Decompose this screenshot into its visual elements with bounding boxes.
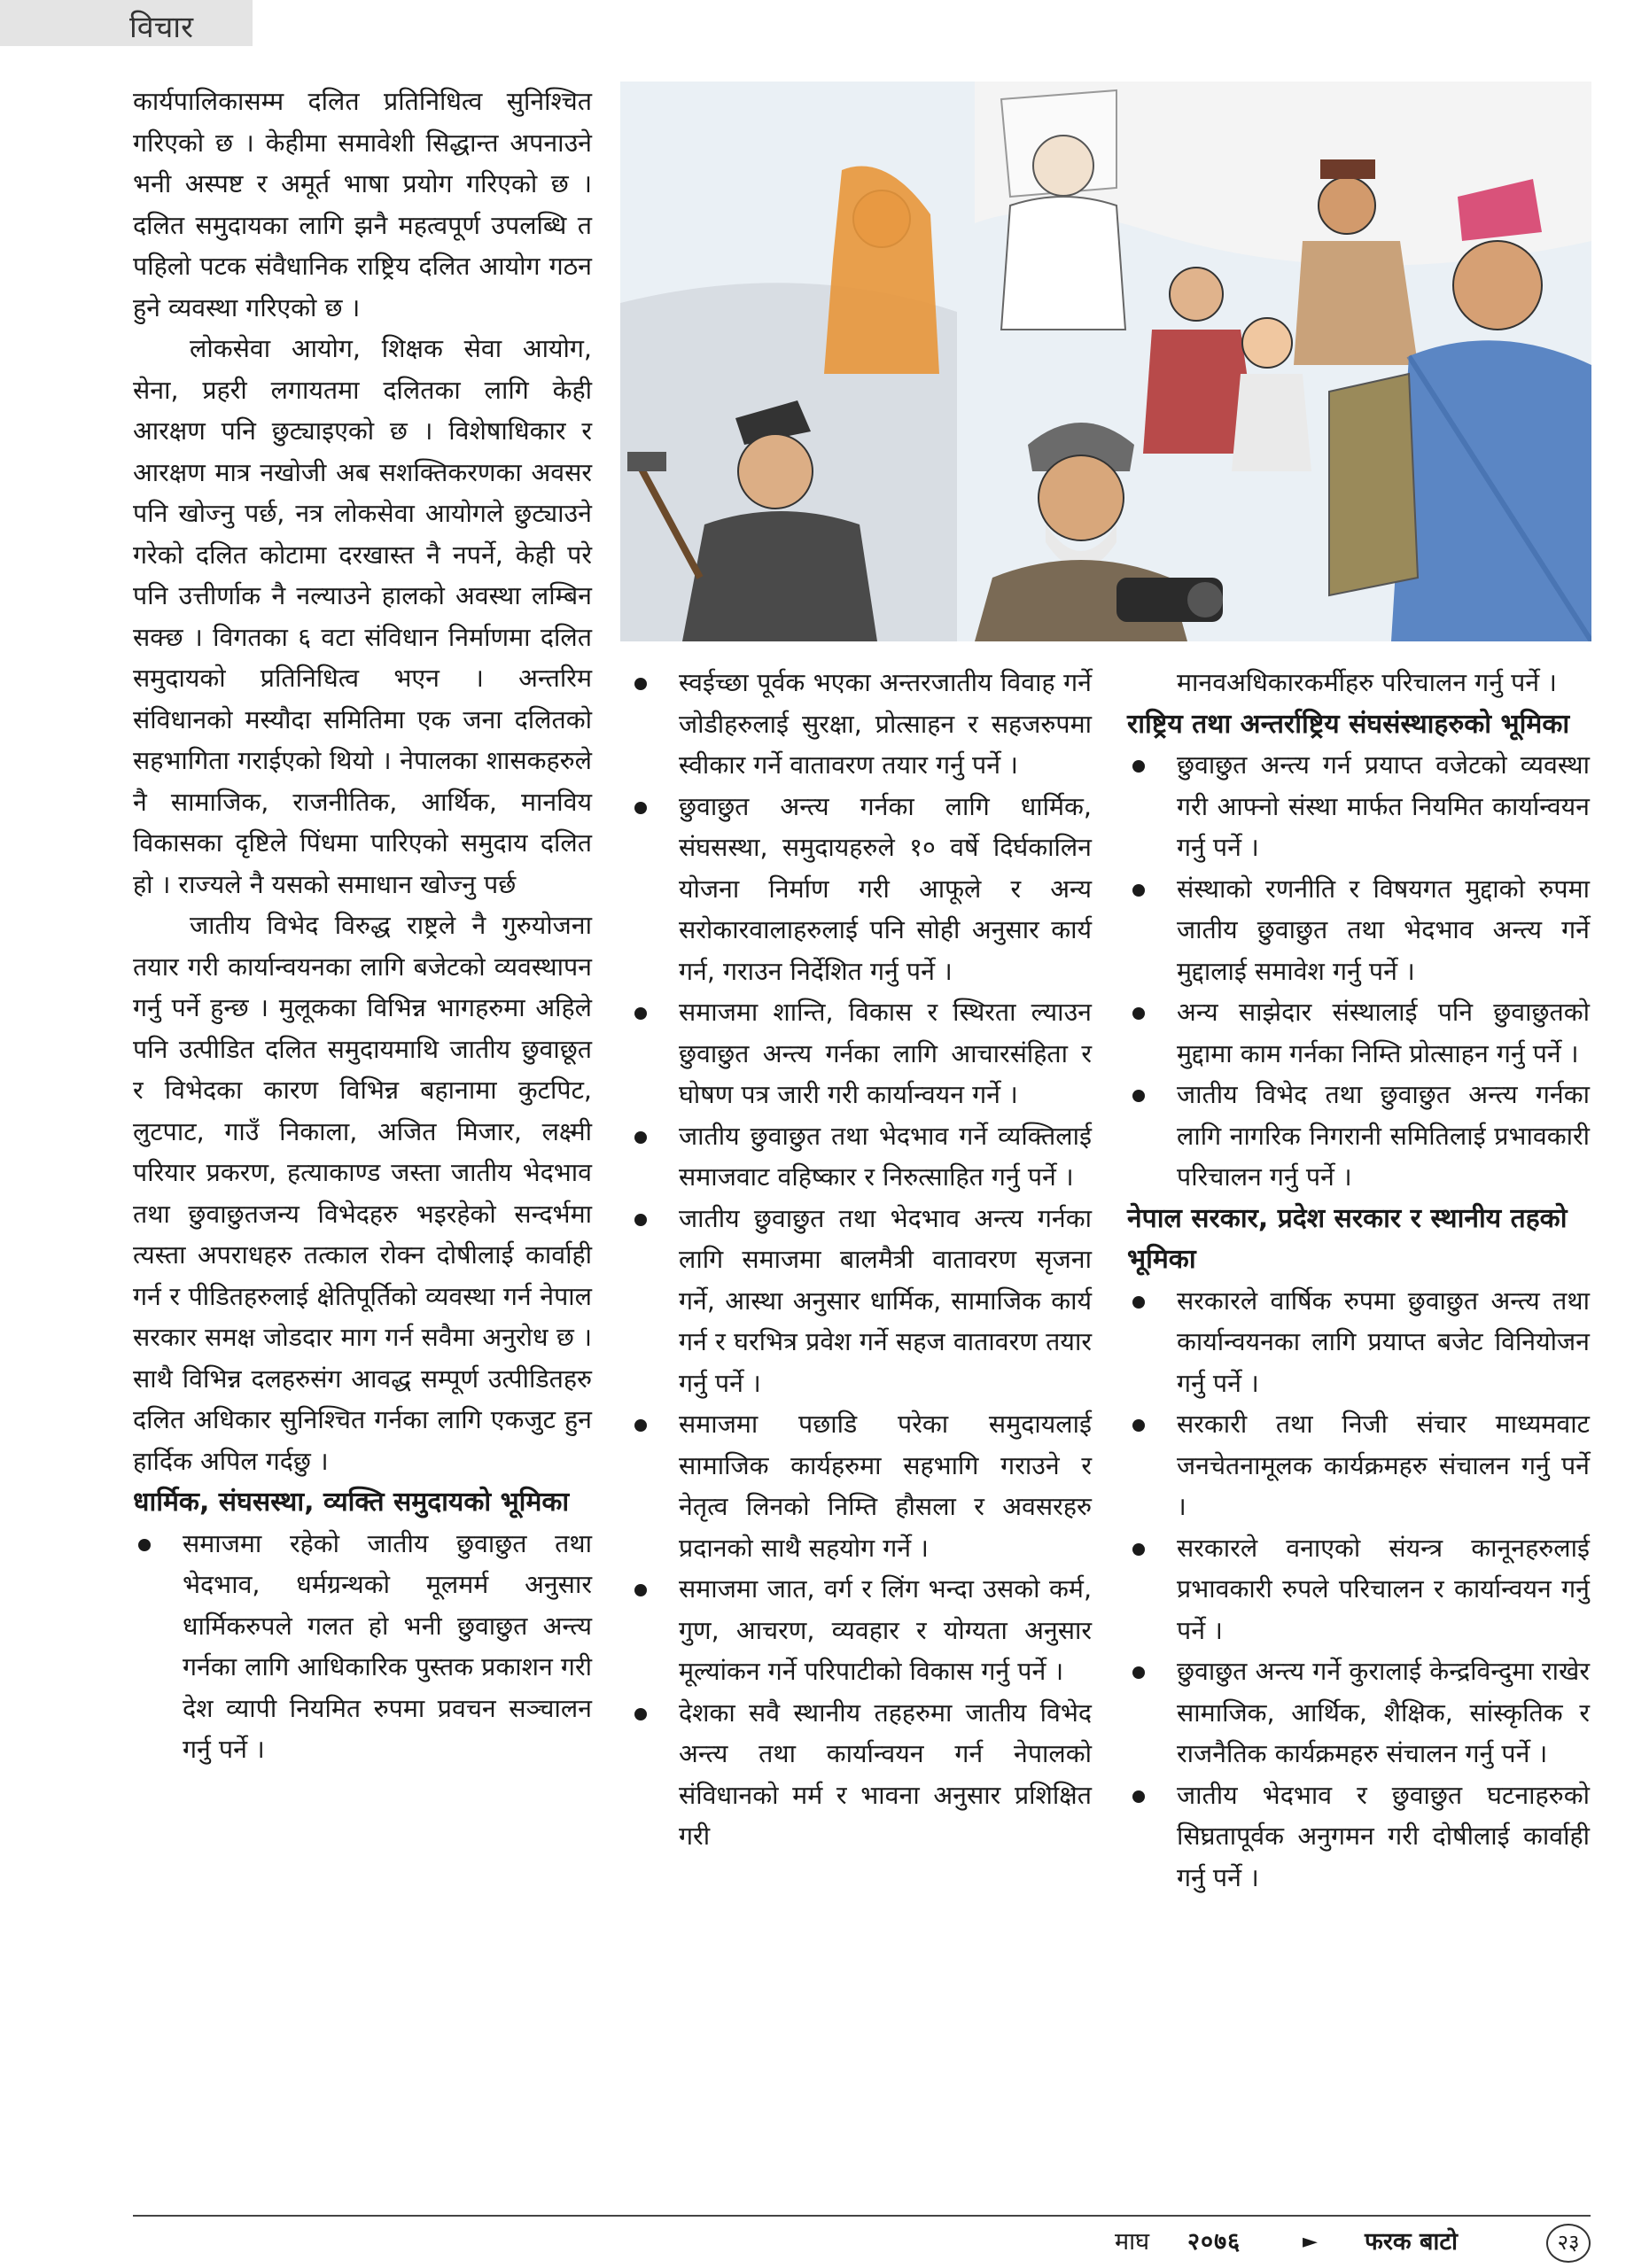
- footer-divider: [133, 2215, 1591, 2217]
- footer-arrow-icon: ►: [1303, 2231, 1318, 2253]
- col3-heading-international: राष्ट्रिय तथा अन्तर्राष्ट्रिय संघसंस्थाहरुको भूमिका: [1127, 708, 1570, 740]
- list-item: संस्थाको रणनीति र विषयगत मुद्दाको रुपमा जातीय छुवाछुत तथा भेदभाव अन्त्य गर्ने मुद्दालाई समावेश गर्नु पर्ने ।: [1127, 869, 1590, 993]
- list-item: स्वईच्छा पूर्वक भएका अन्तरजातीय विवाह गर्ने जोडीहरुलाई सुरक्षा, प्रोत्साहन र सहजरुपमा स्वीकार गर्ने वातावरण तयार गर्नु पर्ने ।: [629, 663, 1092, 787]
- list-item: देशका सवै स्थानीय तहहरुमा जातीय विभेद अन्त्य तथा कार्यान्वयन गर्न नेपालको संविधानको मर्म र भावना अनुसार प्रशिक्षित गरी: [629, 1693, 1092, 1858]
- list-item: छुवाछुत अन्त्य गर्न प्रयाप्त वजेटको व्यवस्था गरी आफ्नो संस्था मार्फत नियमित कार्यान्वयन गर्नु पर्ने ।: [1127, 745, 1590, 869]
- list-item: सरकारले वनाएको संयन्त्र कानूनहरुलाई प्रभावकारी रुपले परिचालन र कार्यान्वयन गर्नु पर्ने ।: [1127, 1528, 1590, 1652]
- page-number: २३: [1546, 2224, 1591, 2263]
- list-item: जातीय छुवाछुत तथा भेदभाव गर्ने व्यक्तिलाई समाजवाट वहिष्कार र निरुत्साहित गर्नु पर्ने ।: [629, 1116, 1092, 1199]
- col1-paragraph: कार्यपालिकासम्म दलित प्रतिनिधित्व सुनिश्चित गरिएको छ । केहीमा समावेशी सिद्धान्त अपनाउने भनी अस्पष्ट र अमूर्त भाषा प्रयोग गरिएको छ । दलित समुदायका लागि झनै महत्वपूर्ण उपलब्धि त पहिलो पटक संवैधानिक राष्ट्रिय दलित आयोग गठन हुने व्यवस्था गरिएको छ ।: [133, 87, 592, 322]
- list-item: समाजमा पछाडि परेका समुदायलाई सामाजिक कार्यहरुमा सहभागि गराउने र नेतृत्व लिनको निम्ति हौसला र अवसरहरु प्रदानको साथै सहयोग गर्ने ।: [629, 1404, 1092, 1569]
- column-1: [133, 82, 592, 1771]
- col1-heading: धार्मिक, संघसस्था, व्यक्ति समुदायको भूमिका: [133, 1487, 570, 1518]
- list-item: अन्य साझेदार संस्थालाई पनि छुवाछुतको मुद्दामा काम गर्नका निम्ति प्रोत्साहन गर्नु पर्ने ।: [1127, 992, 1590, 1075]
- col3-continuation: मानवअधिकारकर्मीहरु परिचालन गर्नु पर्ने ।: [1177, 668, 1557, 697]
- column-3: [1127, 663, 1590, 1899]
- list-item: छुवाछुत अन्त्य गर्नका लागि धार्मिक, संघसस्था, समुदायहरुले १० वर्षे दिर्घकालिन योजना निर्माण गरी आफूले र अन्य सरोकारवालाहरुलाई पनि सोही अनुसार कार्य गर्न, गराउन निर्देशित गर्नु पर्ने ।: [629, 787, 1092, 993]
- col1-paragraph: जातीय विभेद विरुद्ध राष्ट्रले नै गुरुयोजना तयार गरी कार्यान्वयनका लागि बजेटको व्यवस्थापन गर्नु पर्ने हुन्छ । मुलूकका विभिन्न भागहरुमा अहिले पनि उत्पीडित दलित समुदायमाथि जातीय छुवाछूत र विभेदका कारण विभिन्न बहानामा कुटपिट, लुटपाट, गाउँ निकाला, अजित मिजार, लक्ष्मी परियार प्रकरण, हत्याकाण्ड जस्ता जातीय भेदभाव तथा छुवाछुतजन्य विभेदहरु भइरहेको सन्दर्भमा त्यस्ता अपराधहरु तत्काल रोक्न दोषीलाई कार्वाही गर्न र पीडितहरुलाई क्षेतिपूर्तिको व्यवस्था गर्न नेपाल सरकार समक्ष जोडदार माग गर्न सवैमा अनुरोध छ । साथै विभिन्न दलहरुसंग आवद्ध सम्पूर्ण उत्पीडितहरु दलित अधिकार सुनिश्चित गर्नका लागि एकजुट हुन हार्दिक अपिल गर्दछु ।: [133, 911, 592, 1476]
- list-item: सरकारले वार्षिक रुपमा छुवाछुत अन्त्य तथा कार्यान्वयनका लागि प्रयाप्त बजेट विनियोजन गर्नु पर्ने ।: [1127, 1281, 1590, 1405]
- footer-magazine-name: फरक बाटो: [1365, 2228, 1459, 2256]
- col2-bullet-list: [629, 663, 1092, 1858]
- article-illustration: [620, 82, 1591, 641]
- list-item: समाजमा रहेको जातीय छुवाछुत तथा भेदभाव, धर्मग्रन्थको मूलमर्म अनुसार धार्मिकरुपले गलत हो भनी छुवाछुत अन्त्य गर्नका लागि आधिकारिक पुस्तक प्रकाशन गरी देश व्यापी नियमित रुपमा प्रवचन सञ्चालन गर्नु पर्ने ।: [133, 1524, 592, 1771]
- footer-year: २०७६: [1187, 2228, 1241, 2256]
- section-tag: [0, 0, 253, 46]
- list-item: जातीय छुवाछुत तथा भेदभाव अन्त्य गर्नका लागि समाजमा बालमैत्री वातावरण सृजना गर्ने, आस्था अनुसार धार्मिक, सामाजिक कार्य गर्न र घरभित्र प्रवेश गर्ने सहज वातावरण तयार गर्नु पर्ने ।: [629, 1199, 1092, 1405]
- list-item: समाजमा जात, वर्ग र लिंग भन्दा उसको कर्म, गुण, आचरण, व्यवहार र योग्यता अनुसार मूल्यांकन गर्ने परिपाटीको विकास गर्नु पर्ने ।: [629, 1569, 1092, 1693]
- list-item: समाजमा शान्ति, विकास र स्थिरता ल्याउन छुवाछुत अन्त्य गर्नका लागि आचारसंहिता र घोषण पत्र जारी गरी कार्यान्वयन गर्ने ।: [629, 992, 1092, 1116]
- footer-month: माघ: [1115, 2228, 1150, 2256]
- col1-paragraph: लोकसेवा आयोग, शिक्षक सेवा आयोग, सेना, प्रहरी लगायतमा दलितका लागि केही आरक्षण पनि छुट्याइएको छ । विशेषाधिकार र आरक्षण मात्र नखोजी अब सशक्तिकरणका अवसर पनि खोज्नु पर्छ, नत्र लोकसेवा आयोगले छुट्याउने गरेको दलित कोटामा दरखास्त नै नपर्ने, केही परे पनि उत्तीर्णाक नै नल्याउने हालको अवस्था लम्बिन सक्छ । विगतका ६ वटा संविधान निर्माणमा दलित समुदायको प्रतिनिधित्व भएन । अन्तरिम संविधानको मस्यौदा समितिमा एक जना दलितको सहभागिता गराईएको थियो । नेपालका शासकहरुले नै सामाजिक, राजनीतिक, आर्थिक, मानविय विकासका दृष्टिले पिंधमा पारिएको समुदाय दलित हो । राज्यले नै यसको समाधान खोज्नु पर्छ: [133, 334, 592, 899]
- list-item: छुवाछुत अन्त्य गर्ने कुरालाई केन्द्रविन्दुमा राखेर सामाजिक, आर्थिक, शैक्षिक, सांस्कृतिक र राजनैतिक कार्यक्रमहरु संचालन गर्नु पर्ने ।: [1127, 1651, 1590, 1775]
- col3-heading-government: नेपाल सरकार, प्रदेश सरकार र स्थानीय तहको भूमिका: [1127, 1202, 1568, 1275]
- col1-bullet-list: [133, 1524, 592, 1771]
- list-item: जातीय भेदभाव र छुवाछुत घटनाहरुको सिघ्रतापूर्वक अनुगमन गरी दोषीलाई कार्वाही गर्नु पर्ने ।: [1127, 1775, 1590, 1899]
- list-item: सरकारी तथा निजी संचार माध्यमवाट जनचेतनामूलक कार्यक्रमहरु संचालन गर्नु पर्ने ।: [1127, 1404, 1590, 1528]
- column-2: [629, 663, 1092, 1858]
- section-label: विचार: [129, 10, 194, 45]
- illustration-svg: [620, 82, 1591, 641]
- col3-bullet-list-2: [1127, 1281, 1590, 1899]
- col3-bullet-list-1: [1127, 745, 1590, 1199]
- list-item: जातीय विभेद तथा छुवाछुत अन्त्य गर्नका लागि नागरिक निगरानी समितिलाई प्रभावकारी परिचालन गर्नु पर्ने ।: [1127, 1075, 1590, 1199]
